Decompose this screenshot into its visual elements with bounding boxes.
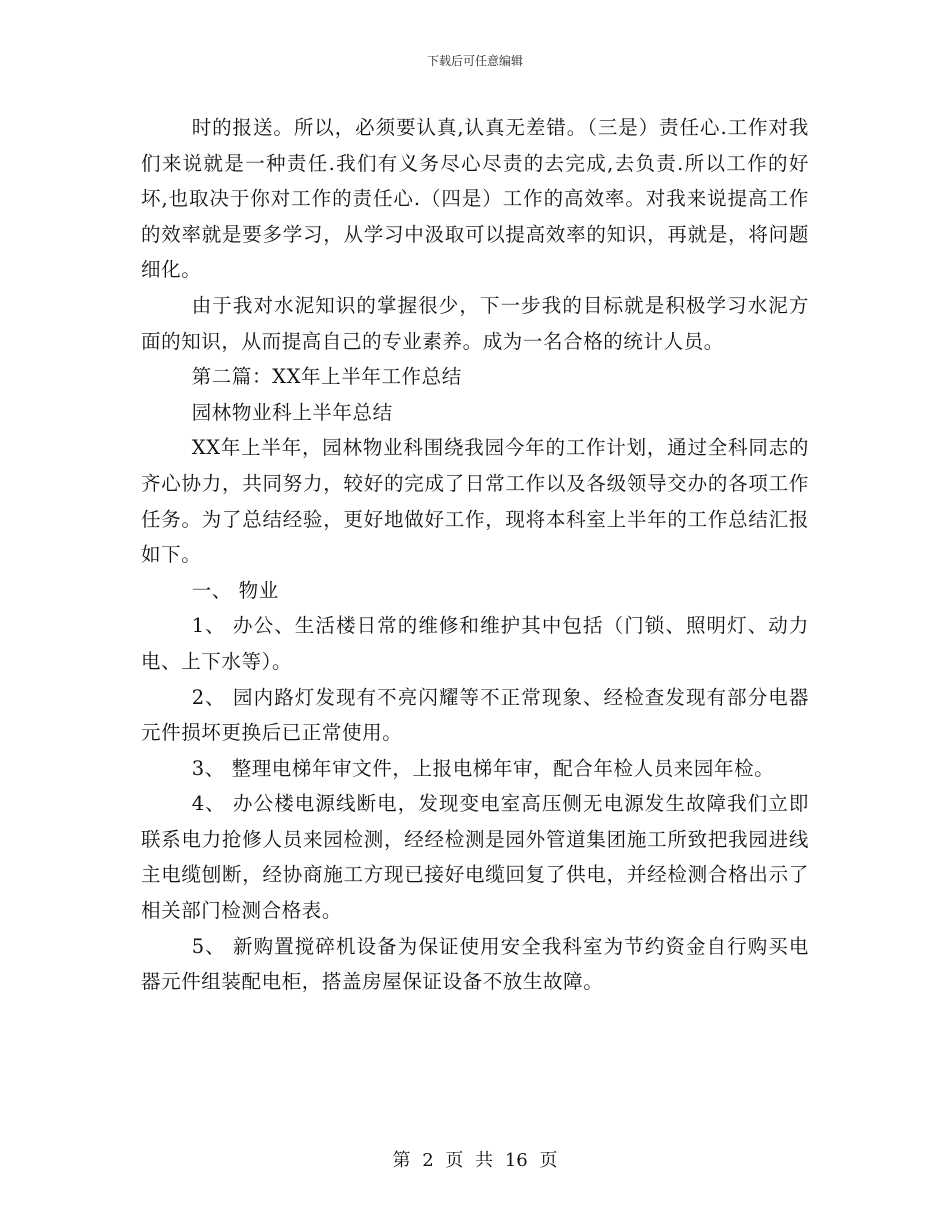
list-item-4: 4、 办公楼电源线断电，发现变电室高压侧无电源发生故障我们立即联系电力抢修人员来园检测，经经检测是园外管道集团施工所致把我园进线主电缆刨断，经协商施工方现已接好电缆回复了供电，并经检测合格出示了相关部门检测合格表。 — [141, 792, 809, 923]
list-item-1: 1、 办公、生活楼日常的维修和维护其中包括（门锁、照明灯、动力电、上下水等）。 — [141, 614, 809, 673]
page-number: 第 2 页 共 16 页 — [392, 1150, 558, 1171]
list-item-3: 3、 整理电梯年审文件，上报电梯年审，配合年检人员来园年检。 — [191, 756, 775, 780]
intro-paragraph: XX年上半年，园林物业科围绕我园今年的工作计划，通过全科同志的齐心协力，共同努力，较好的完成了日常工作以及各级领导交办的各项工作任务。为了总结经验，更好地做好工作，现将本科室上半年的工作总结汇报如下。 — [141, 436, 809, 567]
paragraph-1: 时的报送。所以，必须要认真,认真无差错。（三是）责任心.工作对我们来说就是一种责任.我们有义务尽心尽责的去完成,去负责.所以工作的好坏,也取决于你对工作的责任心.（四是）工作的高效率。对我来说提高工作的效率就是要多学习，从学习中汲取可以提高效率的知识，再就是，将问题细化。 — [141, 116, 809, 282]
section-title: 第二篇：XX年上半年工作总结 — [191, 365, 462, 389]
list-item-5: 5、 新购置搅碎机设备为保证使用安全我科室为节约资金自行购买电器元件组装配电柜，搭盖房屋保证设备不放生故障。 — [141, 934, 809, 994]
heading-property: 一、 物业 — [191, 578, 279, 602]
page-header: 下载后可任意编辑 — [426, 54, 523, 68]
document-body — [141, 110, 809, 1000]
list-item-2: 2、 园内路灯发现有不亮闪耀等不正常现象、经检查发现有部分电器元件损坏更换后已正常使用。 — [141, 685, 809, 745]
paragraph-2: 由于我对水泥知识的掌握很少，下一步我的目标就是积极学习水泥方面的知识，从而提高自己的专业素养。成为一名合格的统计人员。 — [141, 293, 809, 353]
report-title: 园林物业科上半年总结 — [191, 400, 393, 424]
